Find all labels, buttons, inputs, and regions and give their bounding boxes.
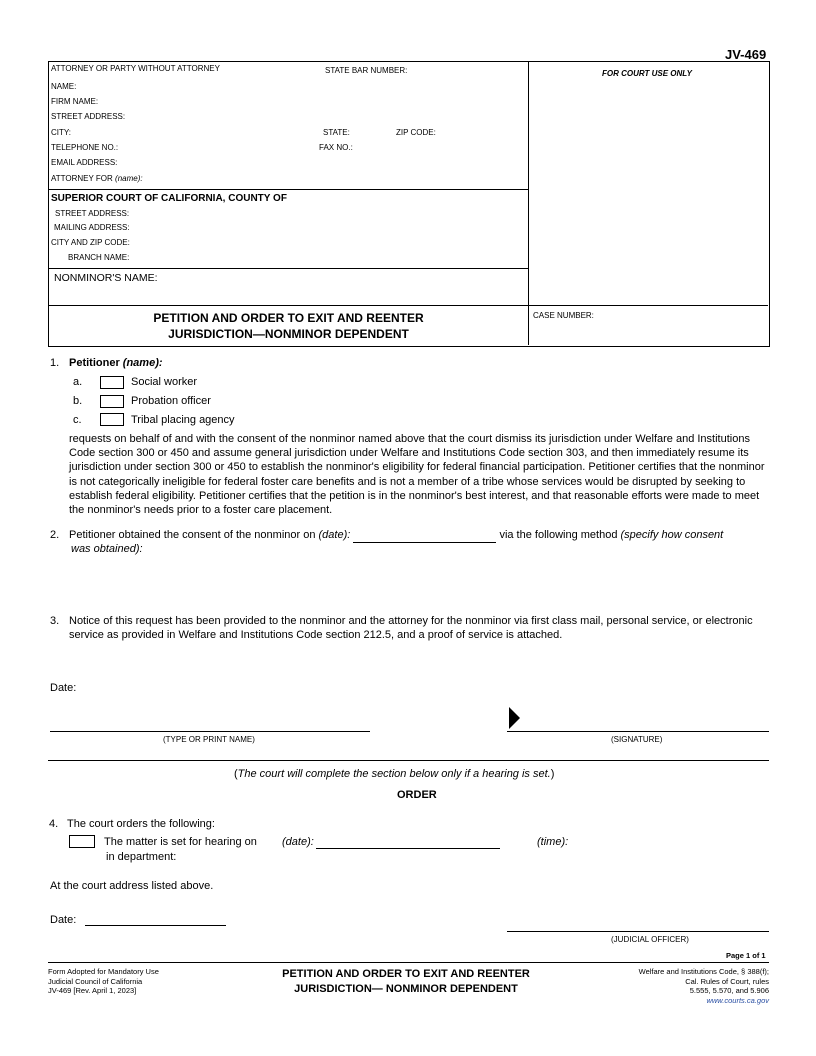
city-label: CITY: [51, 128, 72, 137]
option-b-letter: b. [73, 395, 83, 407]
state-label: STATE: [323, 128, 350, 137]
hearing-set-checkbox[interactable] [69, 835, 95, 848]
court-note-text: The court will complete the section below only if a hearing is set. [237, 768, 551, 780]
tribal-agency-label: Tribal placing agency [131, 414, 235, 426]
street-label: STREET ADDRESS: [51, 112, 126, 121]
item2-text-before: Petitioner obtained the consent of the nonminor on [69, 529, 316, 541]
social-worker-checkbox[interactable] [100, 376, 124, 389]
consent-date-field[interactable] [353, 528, 496, 543]
footer-left-2: Judicial Council of California [48, 976, 143, 986]
signature-arrow-icon [509, 707, 521, 729]
hearing-text: The matter is set for hearing on [104, 836, 257, 848]
fax-label: FAX NO.: [319, 143, 353, 152]
petitioner-name-label: (name): [122, 357, 163, 369]
footer-right-3: 5.555, 5.570, and 5.906 [689, 986, 769, 995]
social-worker-label: Social worker [131, 376, 198, 388]
court-address-text: At the court address listed above. [50, 880, 214, 892]
judicial-officer-field[interactable] [507, 931, 769, 932]
footer-left-1: Form Adopted for Mandatory Use [48, 967, 159, 976]
footer-rule [48, 962, 769, 963]
item4-number: 4. [49, 818, 59, 830]
signature-field[interactable] [507, 731, 769, 732]
court-section-top [49, 189, 528, 190]
name-label: NAME: [51, 82, 77, 91]
probation-officer-label: Probation officer [131, 395, 211, 407]
department-text: in department: [106, 851, 177, 863]
court-branch-label: BRANCH NAME: [68, 253, 130, 262]
courts-website-link[interactable]: www.courts.ca.gov [706, 995, 769, 1005]
court-mailing-label: MAILING ADDRESS: [54, 223, 130, 232]
title-section-top [49, 305, 768, 306]
attorney-for-text: ATTORNEY FOR [51, 174, 113, 183]
court-note [234, 767, 554, 781]
item3-paragraph: Notice of this request has been provided to the nonminor and the attorney for the nonminor via first class mail, personal service, or electronic service as provided in Welfare and Institutions Code section 212.5, and a proof of service is attached. [69, 615, 753, 642]
probation-officer-checkbox[interactable] [100, 395, 124, 408]
print-name-label: (TYPE OR PRINT NAME) [163, 735, 255, 744]
option-a-letter: a. [73, 376, 83, 388]
item2-date-label: (date): [318, 529, 351, 541]
court-note-close: ) [550, 768, 555, 780]
judicial-officer-label: (JUDICIAL OFFICER) [611, 935, 689, 944]
petition-date-label: Date: [50, 682, 77, 694]
item2-number: 2. [50, 529, 60, 541]
item2-text-after: via the following method [499, 529, 618, 541]
caption-divider [528, 62, 529, 345]
item2-line1 [69, 528, 723, 543]
case-number-label: CASE NUMBER: [533, 311, 594, 320]
item2-specify-1: (specify how consent [620, 529, 724, 541]
item1-number: 1. [50, 357, 60, 369]
attorney-label: ATTORNEY OR PARTY WITHOUT ATTORNEY [51, 64, 220, 73]
footer-left [48, 967, 159, 996]
telephone-label: TELEPHONE NO.: [51, 143, 119, 152]
hearing-date-label: (date): [282, 836, 314, 848]
option-c-letter: c. [73, 414, 82, 426]
form-title [49, 311, 528, 342]
nonminor-name-label: NONMINOR'S NAME: [54, 272, 158, 284]
court-street-label: STREET ADDRESS: [55, 209, 130, 218]
petitioner-label: Petitioner [69, 357, 120, 369]
attorney-for-label [51, 174, 143, 183]
item4-text: The court orders the following: [67, 818, 215, 830]
footer-title-2: JURISDICTION— NONMINOR DEPENDENT [294, 982, 518, 995]
form-title-line2: JURISDICTION—NONMINOR DEPENDENT [168, 326, 409, 341]
signature-label: (SIGNATURE) [611, 735, 663, 744]
hearing-time-label: (time): [537, 836, 569, 848]
tribal-agency-checkbox[interactable] [100, 413, 124, 426]
court-use-label: FOR COURT USE ONLY [602, 69, 692, 78]
item1-paragraph: requests on behalf of and with the consent of the nonminor named above that the court dismiss its jurisdiction under Welfare and Institutions Code section 300 or 450 and assume general jurisdiction under Welfare and Institutions Code section 303, and then immediately resume its jurisdiction under section 300 or 450 to establish the nonminor's eligibility for federal financial participation. Petitioner certifies that the nonminor is not categorically ineligible for federal foster care benefits and is not a member of a tribe whose services would be disrupted by seeking to establish federal eligibility. Petitioner certifies that the petition is in the nonminor's best interest, and that reasonable efforts were made to meet the nonminor's needs prior to a foster care placement. [69, 433, 765, 517]
footer-left-3: JV-469 [Rev. April 1, 2023] [48, 986, 137, 995]
state-bar-label: STATE BAR NUMBER: [325, 66, 408, 75]
zip-label: ZIP CODE: [396, 128, 436, 137]
court-title: SUPERIOR COURT OF CALIFORNIA, COUNTY OF [51, 193, 287, 204]
order-date-field[interactable] [85, 925, 226, 926]
hearing-date-field[interactable] [316, 848, 500, 849]
form-number: JV-469 [725, 47, 767, 62]
nonminor-section-top [49, 268, 528, 269]
print-name-field[interactable] [50, 731, 370, 732]
form-title-line1: PETITION AND ORDER TO EXIT AND REENTER [153, 311, 424, 325]
court-cityzip-label: CITY AND ZIP CODE: [51, 238, 130, 247]
order-date-label: Date: [50, 914, 77, 926]
email-label: EMAIL ADDRESS: [51, 158, 118, 167]
footer-right-2: Cal. Rules of Court, rules [685, 976, 769, 986]
page-indicator: Page 1 of 1 [726, 951, 766, 960]
firm-label: FIRM NAME: [51, 97, 99, 106]
footer-right-1: Welfare and Institutions Code, § 388(f); [638, 967, 769, 976]
attorney-for-name: (name): [115, 174, 143, 183]
item3-number: 3. [50, 615, 60, 627]
item2-specify-2: was obtained): [71, 543, 143, 555]
court-note-open: ( [234, 768, 238, 780]
footer-right [560, 967, 769, 1005]
order-title: ORDER [397, 789, 437, 801]
footer-title [256, 967, 556, 996]
section-divider [48, 760, 769, 761]
footer-title-1: PETITION AND ORDER TO EXIT AND REENTER [282, 968, 530, 980]
item1-petitioner [69, 356, 163, 370]
